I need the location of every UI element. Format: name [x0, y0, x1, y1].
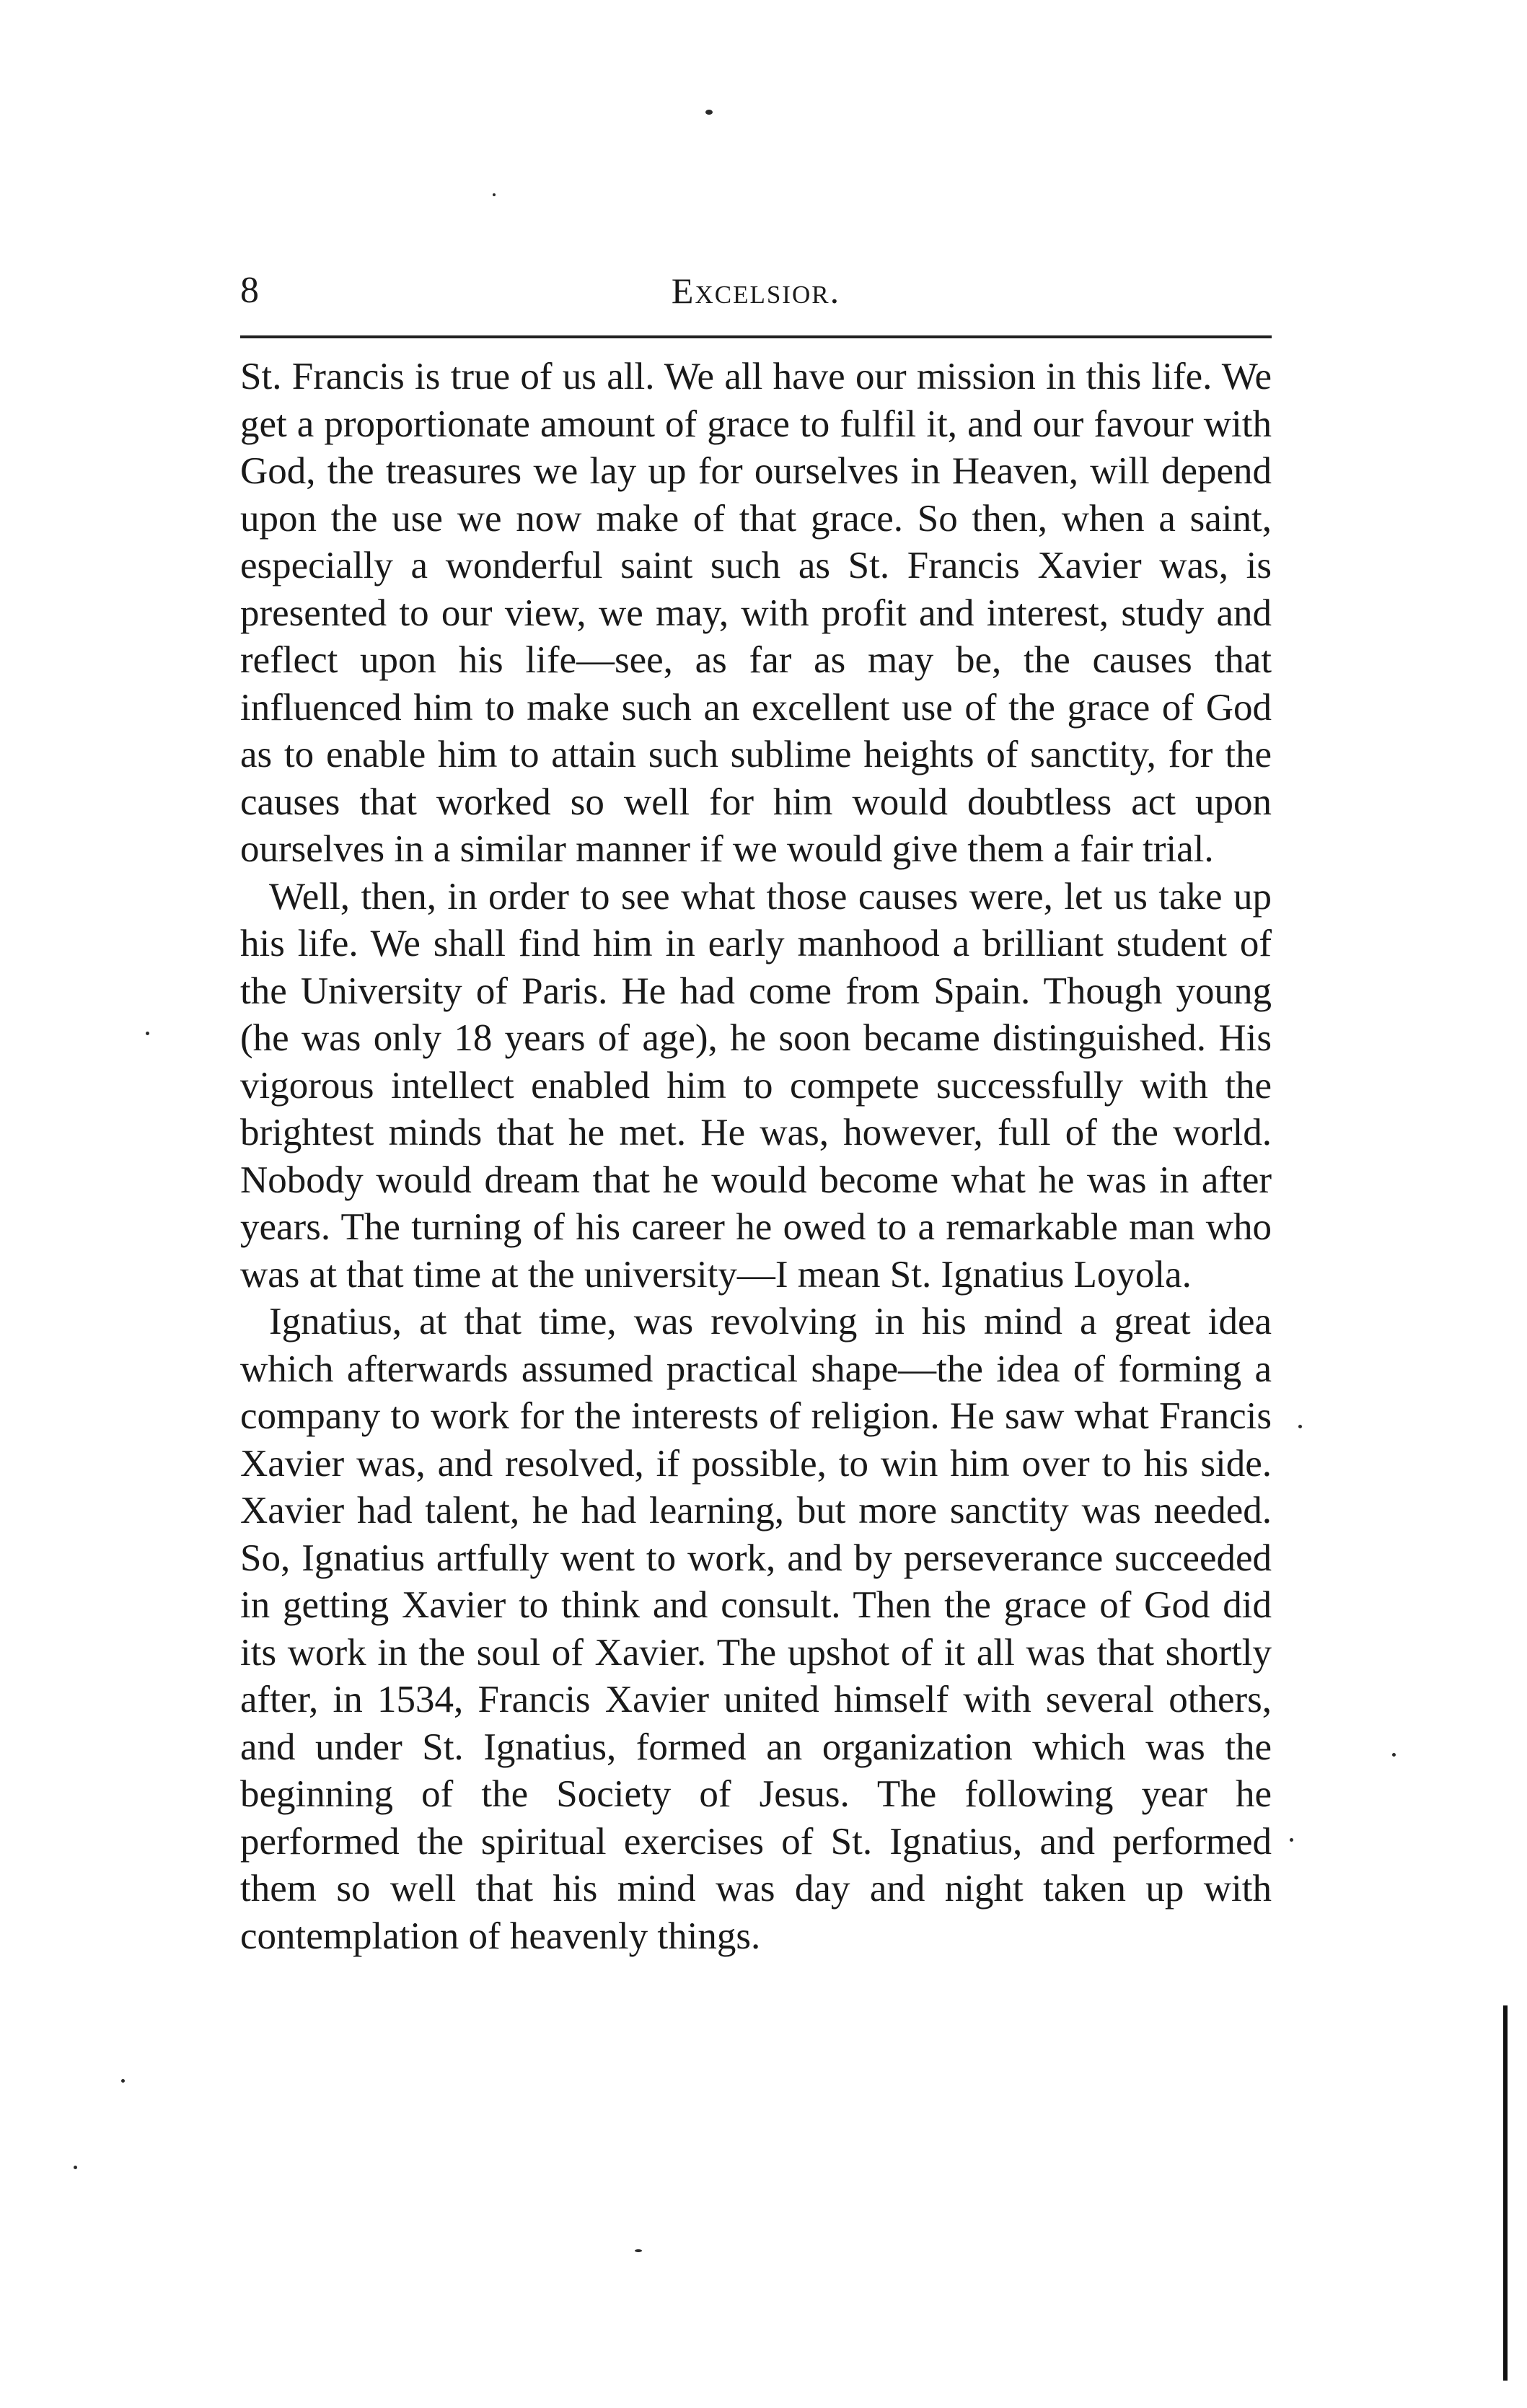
- scan-speck: [121, 2079, 125, 2083]
- header-rule: [240, 335, 1272, 338]
- page-header: [240, 265, 1272, 316]
- paragraph: Well, then, in order to see what those causes were, let us take up his life. We shall find him in early manhood a brilliant student of the University of Paris. He had come from Spain. Though young (he was only 18 years of age), he soon became distinguished. His vigorous intellect enabled him to compete successfully with the brightest minds that he met. He was, however, full of the world. Nobody would dream that he would become what he was in after years. The turning of his career he owed to a remarkable man who was at that time at the university—I mean St. Ignatius Loyola.: [240, 875, 1272, 1296]
- body-text: [240, 353, 1272, 1960]
- page-number: 8: [240, 270, 259, 311]
- scan-speck: [1290, 1838, 1293, 1842]
- scan-speck: [635, 2249, 642, 2252]
- paragraph: St. Francis is true of us all. We all have our mission in this life. We get a proportionate amount of grace to fulfil it, and our favour with God, the treasures we lay up for ourselves in Heaven, will depend upon the use we now make of that grace. So then, when a saint, especially a wonderful saint such as St. Francis Xavier was, is presented to our view, we may, with profit and interest, study and reflect upon his life—see, as far as may be, the causes that influenced him to make such an excellent use of the grace of God as to enable him to attain such sublime heights of sanctity, for the causes that worked so well for him would doubtless act upon ourselves in a similar manner if we would give them a fair trial.: [240, 356, 1272, 870]
- scan-speck: [1392, 1753, 1396, 1757]
- scan-speck: [74, 2166, 77, 2169]
- paragraph: Ignatius, at that time, was revolving in his mind a great idea which afterwards assumed practical shape—the idea of forming a company to work for the interests of religion. He saw what Francis Xavier was, and resolved, if possible, to win him over to his side. Xavier had talent, he had learning, but more sanctity was needed. So, Ignatius artfully went to work, and by perseverance succeeded in getting Xavier to think and consult. Then the grace of God did its work in the soul of Xavier. The upshot of it all was that shortly after, in 1534, Francis Xavier united himself with several others, and under St. Ignatius, formed an organization which was the beginning of the Society of Jesus. The following year he performed the spiritual exercises of St. Ignatius, and performed them so well that his mind was day and night taken up with contemplation of heavenly things.: [240, 1301, 1272, 1957]
- scan-speck: [493, 193, 496, 196]
- running-title: Excelsior.: [671, 271, 841, 311]
- scan-speck: [705, 110, 713, 115]
- scan-speck: [146, 1032, 149, 1035]
- scan-edge-line: [1503, 2005, 1508, 2381]
- scan-speck: [1298, 1425, 1302, 1428]
